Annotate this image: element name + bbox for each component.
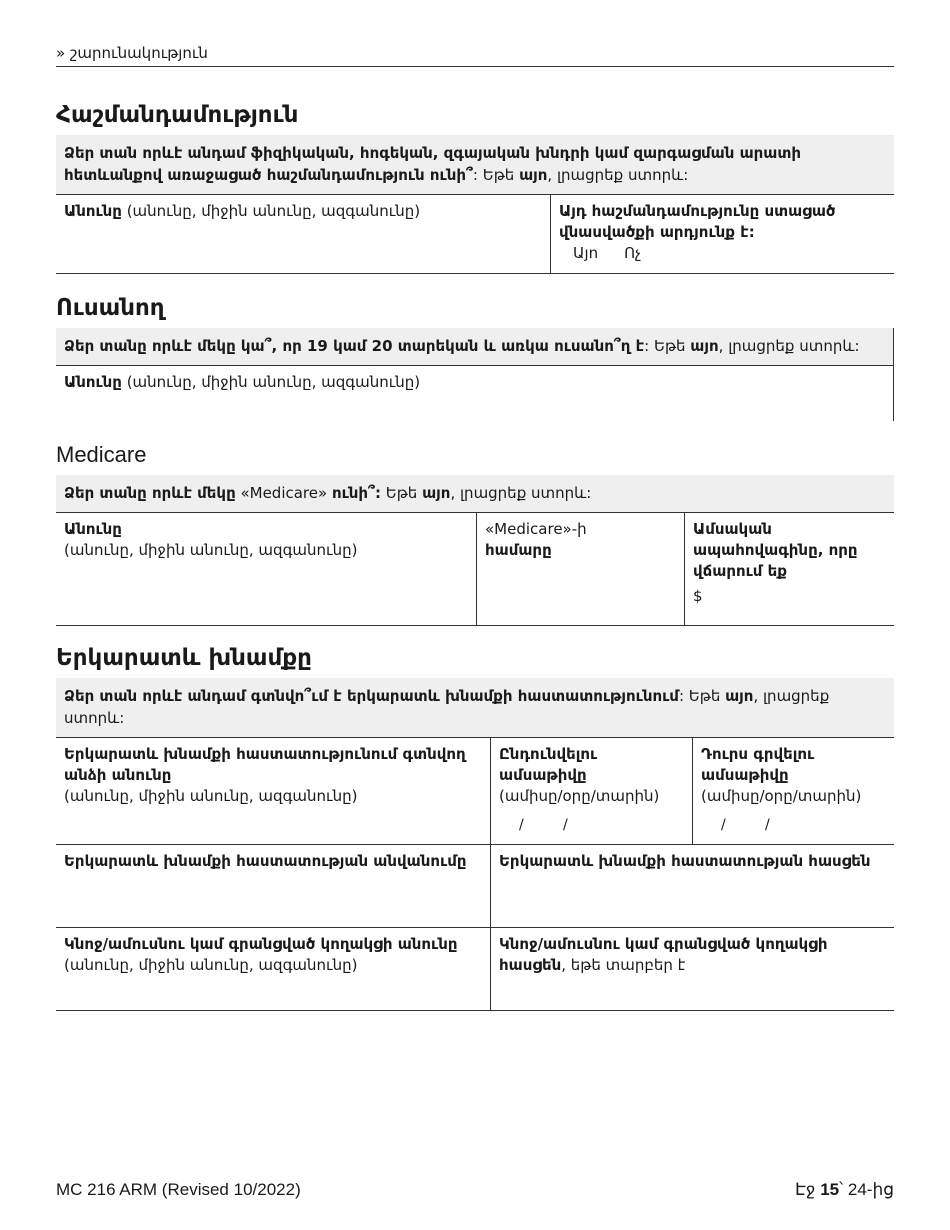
form-id: MC 216 ARM (Revised 10/2022) <box>56 1180 301 1199</box>
longterm-spouse-row <box>56 928 894 1011</box>
spouse-name-field[interactable]: Կնոջ/ամուսնու կամ գրանցված կողակցի անունը (անունը, միջին անունը, ազգանունը) <box>64 935 458 974</box>
discharge-date-field[interactable]: Դուրս գրվելու ամսաթիվը (ամիսը/օրը/տարին) / / <box>692 738 894 844</box>
facility-name-field[interactable]: Երկարատև խնամքի հաստատության անվանումը <box>64 852 467 870</box>
longterm-person-field[interactable]: Երկարատև խնամքի հաստատությունում գտնվող անձի անունը (անունը, միջին անունը, ազգանունը) <box>64 745 466 805</box>
student-section <box>56 294 894 421</box>
medicare-title: Medicare <box>56 442 147 467</box>
medicare-premium-field[interactable]: Ամսական ապահովագինը, որը վճարում եք $ <box>684 513 894 625</box>
student-question: Ձեր տանը որևէ մեկը կա՞, որ 19 կամ 20 տարեկան և առկա ուսանո՞ղ է: Եթե այո, լրացրեք ստորև: <box>56 328 894 366</box>
longterm-title: Երկարատև խնամքը <box>56 645 312 671</box>
medicare-number-field[interactable]: «Medicare»-ի համարը <box>476 513 684 625</box>
admit-date-slots: / / <box>519 817 570 833</box>
longterm-section <box>56 644 894 1011</box>
spouse-address-field[interactable]: Կնոջ/ամուսնու կամ գրանցված կողակցի հասցեն, եթե տարբեր է <box>490 928 894 1010</box>
breadcrumb: » շարունակություն <box>56 44 894 67</box>
discharge-date-slots: / / <box>721 817 772 833</box>
medicare-question: Ձեր տանը որևէ մեկը «Medicare» ունի՞: Եթե այո, լրացրեք ստորև: <box>56 475 894 513</box>
longterm-facility-row <box>56 845 894 928</box>
form-page <box>56 0 894 1011</box>
medicare-row <box>56 513 894 626</box>
injury-yes-option[interactable]: Այո <box>573 244 599 262</box>
longterm-person-row <box>56 738 894 845</box>
facility-address-field[interactable]: Երկարատև խնամքի հաստատության հասցեն <box>490 845 894 927</box>
injury-no-option[interactable]: Ոչ <box>624 244 642 262</box>
page-footer <box>56 1180 894 1200</box>
disability-injury-field: Այդ հաշմանդամությունը ստացած վնասվածքի արդյունք է: Այո Ոչ <box>550 195 894 273</box>
admit-date-field[interactable]: Ընդունվելու ամսաթիվը (ամիսը/օրը/տարին) / / <box>490 738 692 844</box>
disability-question: Ձեր տան որևէ անդամ ֆիզիկական, հոգեկան, զգայական խնդրի կամ զարգացման արատի հետևանքով առաջացած հաշմանդամություն ունի՞: Եթե այո, լրացրեք ստորև: <box>56 135 894 195</box>
page-number: Էջ 15՝ 24-ից <box>795 1180 894 1199</box>
disability-title: Հաշմանդամություն <box>56 102 299 128</box>
disability-section <box>56 101 894 274</box>
disability-row <box>56 195 894 274</box>
longterm-question: Ձեր տան որևէ անդամ գտնվո՞ւմ է երկարատև խնամքի հաստատությունում: Եթե այո, լրացրեք ստորև: <box>56 678 894 738</box>
medicare-name-field[interactable]: Անունը (անունը, միջին անունը, ազգանունը) <box>64 520 358 559</box>
medicare-section <box>56 441 894 626</box>
student-title: Ուսանող <box>56 295 165 321</box>
disability-name-field[interactable]: Անունը (անունը, միջին անունը, ազգանունը) <box>64 202 421 220</box>
student-name-field[interactable]: Անունը (անունը, միջին անունը, ազգանունը) <box>56 366 894 421</box>
